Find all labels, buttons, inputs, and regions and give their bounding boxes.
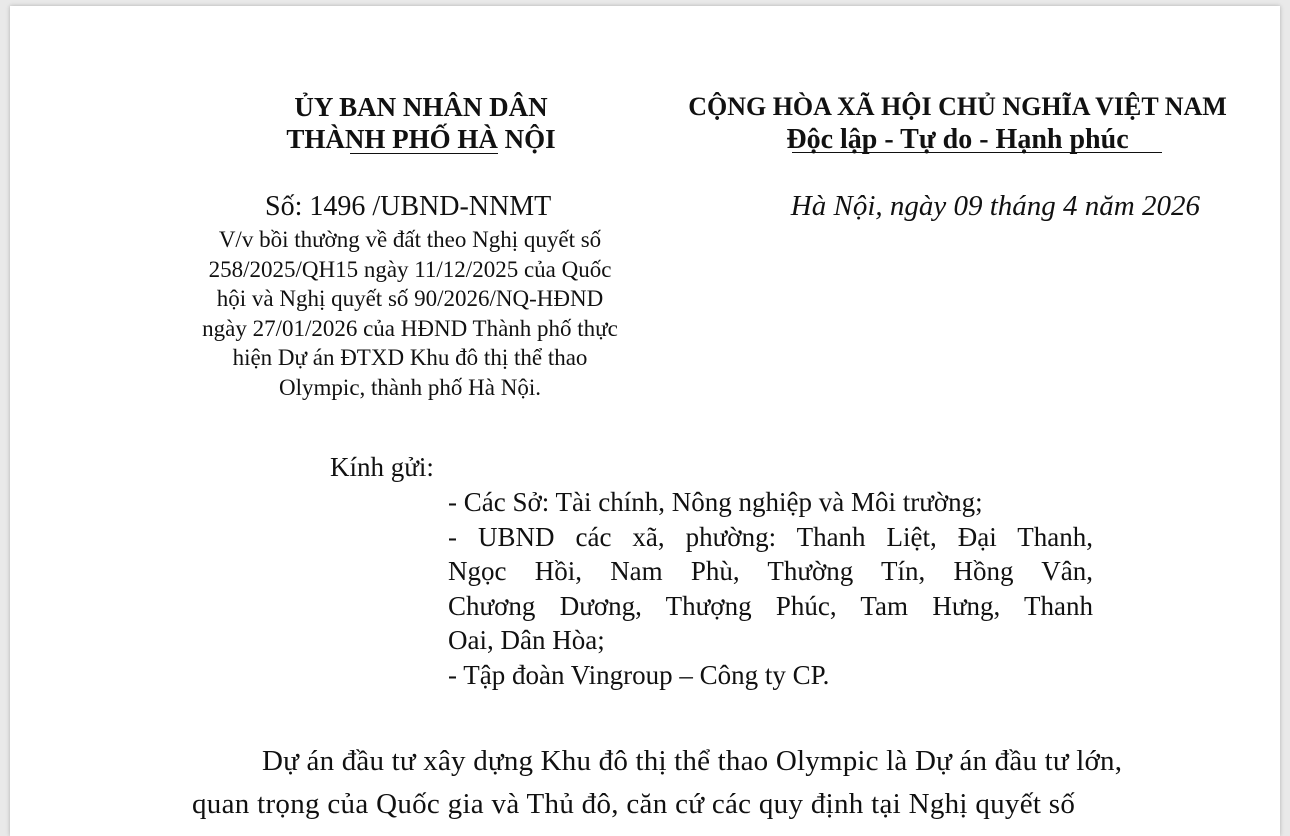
subject-block <box>175 225 645 402</box>
motto-underline <box>792 152 1162 153</box>
body-paragraph-line: quan trọng của Quốc gia và Thủ đô, căn cứ các quy định tại Nghị quyết số <box>192 788 1076 820</box>
document-number: Số: 1496 /UBND-NNMT <box>265 191 552 222</box>
recipient-line: - Tập đoàn Vingroup – Công ty CP. <box>448 659 830 690</box>
subject-line: hội và Nghị quyết số 90/2026/NQ-HĐND <box>216 286 604 311</box>
recipient-line: - Các Sở: Tài chính, Nông nghiệp và Môi trường; <box>448 487 983 517</box>
issuer-name-line2: THÀNH PHỐ HÀ NỘI <box>286 124 556 154</box>
subject-line: V/v bồi thường về đất theo Nghị quyết số <box>218 227 602 252</box>
recipient-line: Chương Dương, Thượng Phúc, Tam Hưng, Thanh <box>448 590 1093 621</box>
issuer-name-line1: ỦY BAN NHÂN DÂN <box>294 92 548 122</box>
issuer-underline <box>350 153 498 154</box>
subject-line: hiện Dự án ĐTXD Khu đô thị thể thao <box>232 345 588 370</box>
subject-line: Olympic, thành phố Hà Nội. <box>279 374 541 400</box>
recipient-line: Oai, Dân Hòa; <box>448 625 605 655</box>
subject-line: ngày 27/01/2026 của HĐND Thành phố thực <box>202 315 618 341</box>
recipient-list <box>448 485 1093 692</box>
recipient-line: - UBND các xã, phường: Thanh Liệt, Đại Thanh, <box>448 521 1093 552</box>
national-title: CỘNG HÒA XÃ HỘI CHỦ NGHĨA VIỆT NAM <box>688 92 1227 121</box>
recipient-line: Ngọc Hồi, Nam Phù, Thường Tín, Hồng Vân, <box>448 556 1093 586</box>
body-paragraph-line: Dự án đầu tư xây dựng Khu đô thị thể thao Olympic là Dự án đầu tư lớn, <box>262 745 1123 777</box>
date-line: Hà Nội, ngày 09 tháng 4 năm 2026 <box>790 190 1200 222</box>
national-motto: Độc lập - Tự do - Hạnh phúc <box>786 124 1129 155</box>
subject-line: 258/2025/QH15 ngày 11/12/2025 của Quốc <box>208 256 612 282</box>
salutation: Kính gửi: <box>330 452 434 482</box>
